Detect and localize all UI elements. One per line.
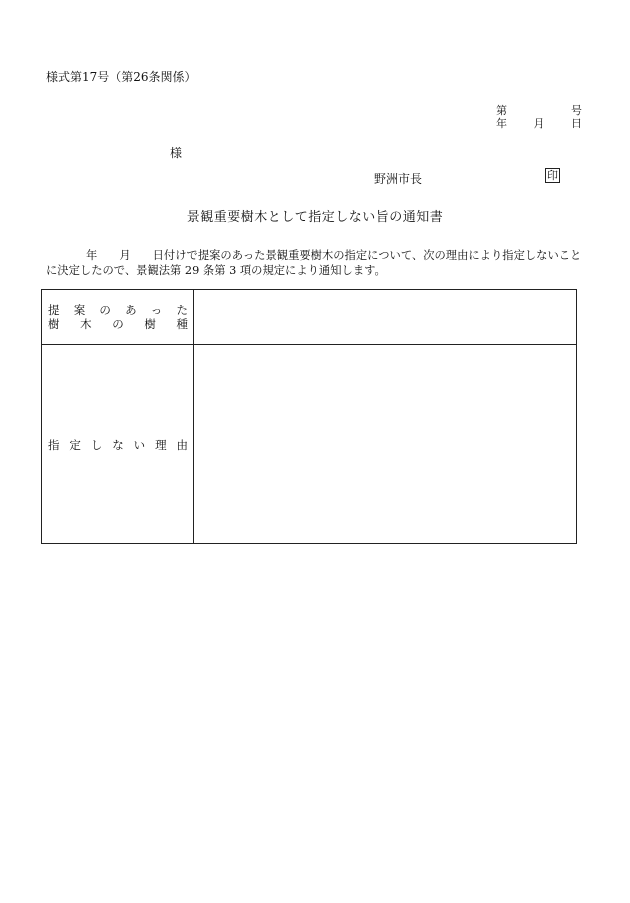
document-number-suffix: 号 [571, 104, 582, 117]
reason-label: 指 定 し な い 理 由 [48, 438, 188, 452]
body-text: 日付けで提案のあった景観重要樹木の指定について、次の理由により指定しないことに決定したので、景観法第 29 条第 3 項の規定により通知します。 [46, 249, 582, 277]
document-number-prefix: 第 [496, 104, 507, 117]
date-day-label: 日 [571, 117, 582, 130]
notice-body [46, 248, 586, 278]
tree-species-label [48, 303, 188, 331]
table-row-divider [42, 344, 576, 345]
document-title: 景観重要樹木として指定しない旨の通知書 [186, 210, 444, 225]
seal-stamp-box: 印 [547, 169, 558, 182]
tree-species-label-line2: 樹 木 の 樹 種 [48, 317, 188, 331]
issuer-name: 野洲市長 [374, 172, 423, 186]
reason-field[interactable] [202, 354, 567, 534]
date-month-label: 月 [533, 117, 545, 130]
form-number: 様式第17号（第26条関係） [46, 70, 197, 84]
tree-species-field[interactable] [202, 310, 567, 330]
tree-species-label-line1: 提 案 の あ っ た [48, 303, 188, 317]
notice-table [41, 289, 577, 544]
issue-date-line [496, 115, 582, 131]
date-year-label: 年 [496, 117, 507, 130]
body-month-label: 月 [119, 249, 131, 262]
addressee-honorific: 様 [170, 146, 183, 160]
body-year-label: 年 [86, 249, 98, 262]
table-column-divider [193, 290, 194, 543]
